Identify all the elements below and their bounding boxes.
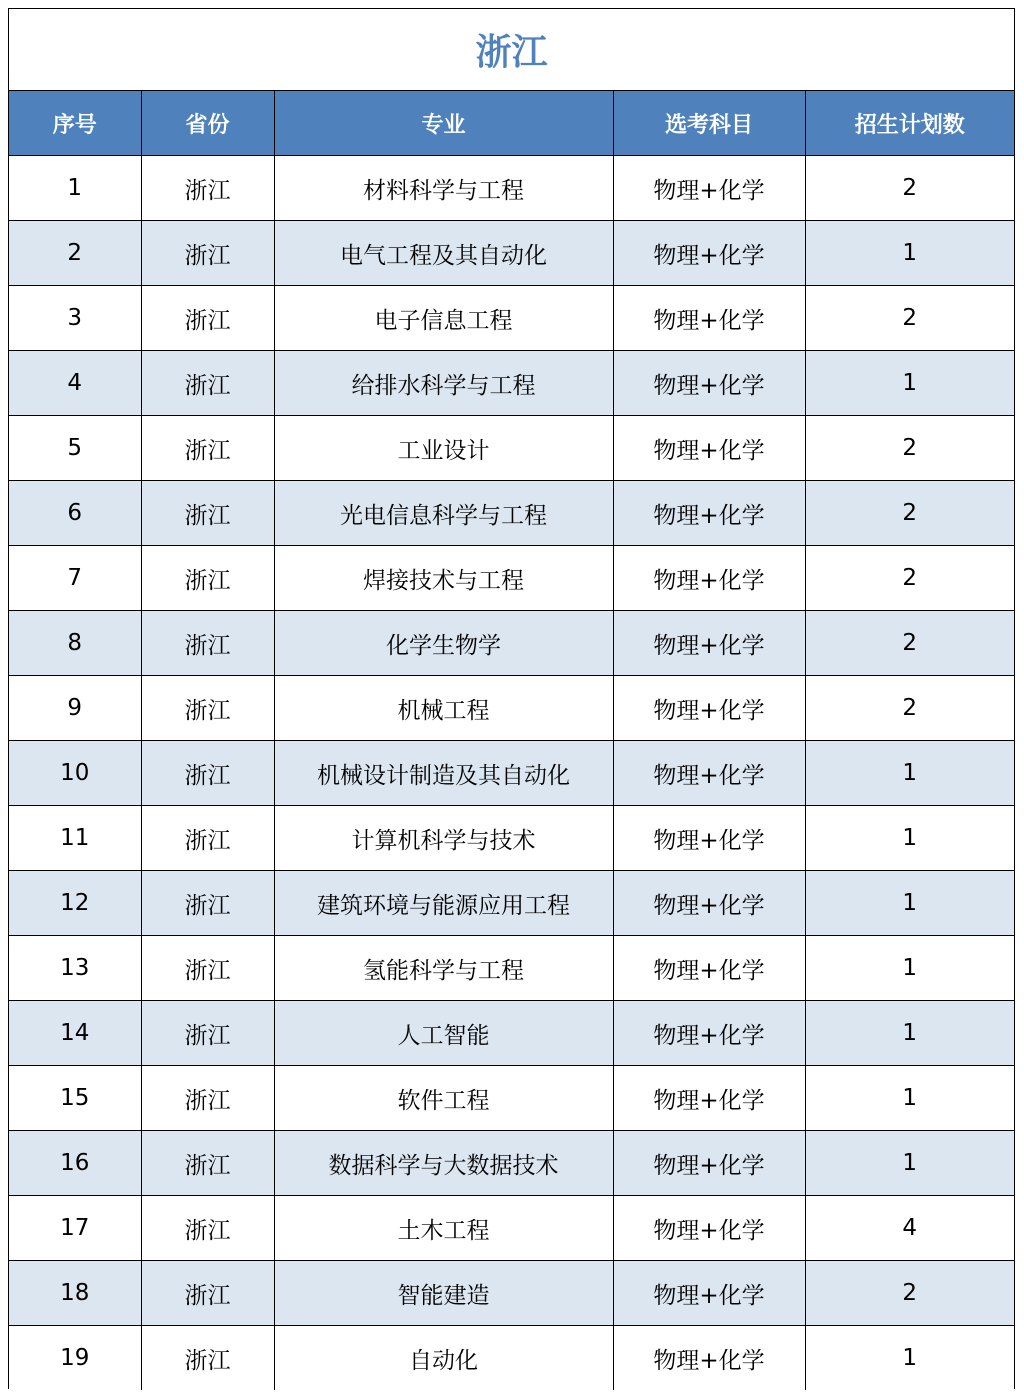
cell-plan-count: 1 bbox=[805, 871, 1014, 936]
cell-major: 软件工程 bbox=[274, 1066, 613, 1131]
cell-subjects: 物理+化学 bbox=[613, 481, 805, 546]
cell-index: 17 bbox=[9, 1196, 141, 1261]
table-row bbox=[9, 676, 1014, 741]
cell-subjects: 物理+化学 bbox=[613, 351, 805, 416]
cell-subjects: 物理+化学 bbox=[613, 1261, 805, 1326]
cell-subjects: 物理+化学 bbox=[613, 676, 805, 741]
cell-index: 15 bbox=[9, 1066, 141, 1131]
cell-plan-count: 2 bbox=[805, 481, 1014, 546]
cell-subjects: 物理+化学 bbox=[613, 221, 805, 286]
table-row bbox=[9, 286, 1014, 351]
table-row bbox=[9, 611, 1014, 676]
table-row bbox=[9, 481, 1014, 546]
cell-index: 1 bbox=[9, 156, 141, 221]
table-body bbox=[9, 156, 1014, 1391]
table-row bbox=[9, 1196, 1014, 1261]
cell-plan-count: 1 bbox=[805, 806, 1014, 871]
cell-province: 浙江 bbox=[141, 1261, 274, 1326]
cell-index: 7 bbox=[9, 546, 141, 611]
cell-province: 浙江 bbox=[141, 741, 274, 806]
cell-plan-count: 2 bbox=[805, 286, 1014, 351]
cell-major: 建筑环境与能源应用工程 bbox=[274, 871, 613, 936]
cell-major: 给排水科学与工程 bbox=[274, 351, 613, 416]
cell-subjects: 物理+化学 bbox=[613, 1326, 805, 1391]
table-row bbox=[9, 936, 1014, 1001]
cell-subjects: 物理+化学 bbox=[613, 546, 805, 611]
cell-plan-count: 1 bbox=[805, 741, 1014, 806]
cell-plan-count: 2 bbox=[805, 1261, 1014, 1326]
header-plan-count: 招生计划数 bbox=[805, 91, 1014, 156]
cell-province: 浙江 bbox=[141, 546, 274, 611]
cell-plan-count: 4 bbox=[805, 1196, 1014, 1261]
cell-province: 浙江 bbox=[141, 1196, 274, 1261]
cell-province: 浙江 bbox=[141, 936, 274, 1001]
cell-index: 19 bbox=[9, 1326, 141, 1391]
cell-index: 2 bbox=[9, 221, 141, 286]
cell-plan-count: 2 bbox=[805, 676, 1014, 741]
cell-province: 浙江 bbox=[141, 351, 274, 416]
cell-province: 浙江 bbox=[141, 1066, 274, 1131]
cell-plan-count: 1 bbox=[805, 221, 1014, 286]
cell-major: 电气工程及其自动化 bbox=[274, 221, 613, 286]
table-row bbox=[9, 546, 1014, 611]
page-title: 浙江 bbox=[9, 9, 1014, 91]
cell-plan-count: 1 bbox=[805, 1131, 1014, 1196]
header-province: 省份 bbox=[141, 91, 274, 156]
cell-index: 11 bbox=[9, 806, 141, 871]
cell-subjects: 物理+化学 bbox=[613, 286, 805, 351]
table-row bbox=[9, 1001, 1014, 1066]
table-row bbox=[9, 221, 1014, 286]
cell-province: 浙江 bbox=[141, 871, 274, 936]
table-header-row bbox=[9, 91, 1014, 156]
table-row bbox=[9, 156, 1014, 221]
cell-province: 浙江 bbox=[141, 611, 274, 676]
cell-major: 焊接技术与工程 bbox=[274, 546, 613, 611]
cell-subjects: 物理+化学 bbox=[613, 806, 805, 871]
cell-subjects: 物理+化学 bbox=[613, 1066, 805, 1131]
cell-plan-count: 1 bbox=[805, 936, 1014, 1001]
cell-index: 16 bbox=[9, 1131, 141, 1196]
cell-major: 氢能科学与工程 bbox=[274, 936, 613, 1001]
cell-index: 10 bbox=[9, 741, 141, 806]
table-row bbox=[9, 1326, 1014, 1391]
cell-plan-count: 2 bbox=[805, 611, 1014, 676]
cell-plan-count: 1 bbox=[805, 1066, 1014, 1131]
cell-province: 浙江 bbox=[141, 416, 274, 481]
cell-major: 光电信息科学与工程 bbox=[274, 481, 613, 546]
cell-major: 电子信息工程 bbox=[274, 286, 613, 351]
table-row bbox=[9, 806, 1014, 871]
table-row bbox=[9, 1261, 1014, 1326]
table-row bbox=[9, 741, 1014, 806]
cell-province: 浙江 bbox=[141, 1001, 274, 1066]
cell-plan-count: 1 bbox=[805, 1001, 1014, 1066]
cell-subjects: 物理+化学 bbox=[613, 1131, 805, 1196]
cell-subjects: 物理+化学 bbox=[613, 156, 805, 221]
cell-index: 14 bbox=[9, 1001, 141, 1066]
cell-subjects: 物理+化学 bbox=[613, 741, 805, 806]
cell-province: 浙江 bbox=[141, 156, 274, 221]
header-index: 序号 bbox=[9, 91, 141, 156]
cell-plan-count: 1 bbox=[805, 351, 1014, 416]
cell-major: 机械设计制造及其自动化 bbox=[274, 741, 613, 806]
cell-subjects: 物理+化学 bbox=[613, 416, 805, 481]
cell-major: 化学生物学 bbox=[274, 611, 613, 676]
table-row bbox=[9, 871, 1014, 936]
cell-major: 材料科学与工程 bbox=[274, 156, 613, 221]
cell-major: 计算机科学与技术 bbox=[274, 806, 613, 871]
cell-province: 浙江 bbox=[141, 286, 274, 351]
cell-index: 18 bbox=[9, 1261, 141, 1326]
cell-index: 12 bbox=[9, 871, 141, 936]
cell-index: 5 bbox=[9, 416, 141, 481]
cell-major: 智能建造 bbox=[274, 1261, 613, 1326]
cell-plan-count: 2 bbox=[805, 416, 1014, 481]
cell-subjects: 物理+化学 bbox=[613, 936, 805, 1001]
header-major: 专业 bbox=[274, 91, 613, 156]
cell-index: 8 bbox=[9, 611, 141, 676]
cell-province: 浙江 bbox=[141, 1326, 274, 1391]
table-row bbox=[9, 1131, 1014, 1196]
cell-major: 工业设计 bbox=[274, 416, 613, 481]
header-subjects: 选考科目 bbox=[613, 91, 805, 156]
cell-index: 4 bbox=[9, 351, 141, 416]
cell-subjects: 物理+化学 bbox=[613, 871, 805, 936]
cell-plan-count: 2 bbox=[805, 546, 1014, 611]
cell-province: 浙江 bbox=[141, 676, 274, 741]
cell-plan-count: 2 bbox=[805, 156, 1014, 221]
cell-province: 浙江 bbox=[141, 1131, 274, 1196]
cell-subjects: 物理+化学 bbox=[613, 611, 805, 676]
cell-major: 人工智能 bbox=[274, 1001, 613, 1066]
cell-index: 13 bbox=[9, 936, 141, 1001]
admission-plan-table bbox=[9, 91, 1014, 1390]
table-row bbox=[9, 351, 1014, 416]
cell-province: 浙江 bbox=[141, 221, 274, 286]
cell-major: 数据科学与大数据技术 bbox=[274, 1131, 613, 1196]
cell-subjects: 物理+化学 bbox=[613, 1196, 805, 1261]
cell-major: 土木工程 bbox=[274, 1196, 613, 1261]
cell-province: 浙江 bbox=[141, 806, 274, 871]
table-row bbox=[9, 416, 1014, 481]
cell-plan-count: 1 bbox=[805, 1326, 1014, 1391]
cell-major: 自动化 bbox=[274, 1326, 613, 1391]
admission-plan-sheet bbox=[8, 8, 1015, 1389]
table-row bbox=[9, 1066, 1014, 1131]
cell-major: 机械工程 bbox=[274, 676, 613, 741]
cell-index: 3 bbox=[9, 286, 141, 351]
cell-province: 浙江 bbox=[141, 481, 274, 546]
cell-index: 9 bbox=[9, 676, 141, 741]
cell-subjects: 物理+化学 bbox=[613, 1001, 805, 1066]
cell-index: 6 bbox=[9, 481, 141, 546]
